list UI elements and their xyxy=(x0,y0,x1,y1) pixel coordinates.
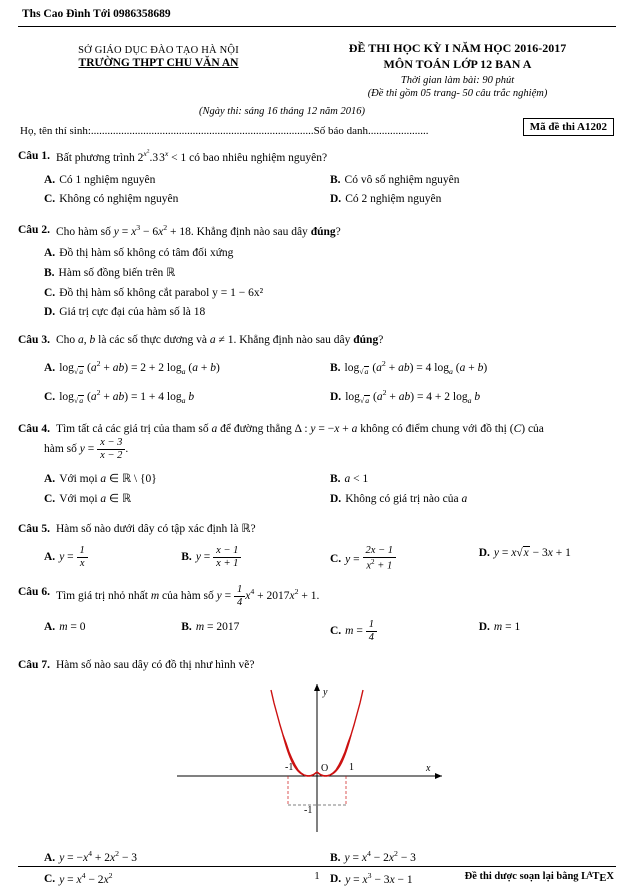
exam-subject: MÔN TOÁN LỚP 12 BAN A xyxy=(383,57,532,71)
question-7 xyxy=(18,657,616,891)
option-b[interactable]: B. $y = x^4 - 2x^2 - 3$ xyxy=(330,849,416,864)
option-c[interactable]: C. Với mọi a ∈ ℝ xyxy=(44,492,132,505)
question-3-text: Cho a, b là các số thực dương và a ≠ 1. Khẳng định nào sau dây đúng? xyxy=(55,334,384,347)
question-3-label: Câu 3. xyxy=(18,334,50,347)
question-6 xyxy=(18,584,616,644)
question-5-text: Hàm số nào dưới dây có tập xác định là ℝ? xyxy=(55,523,256,536)
option-a[interactable]: A. m = 0 xyxy=(44,620,86,633)
option-d[interactable]: D. $\log_{√a} (a^2 + ab) = 4 + 2$ $\log_a b$ xyxy=(330,388,481,406)
page-number: 1 xyxy=(314,871,320,882)
option-c[interactable]: C. Không có nghiệm nguyên xyxy=(44,193,179,206)
question-4-text-cont: hàm số y = $\frac{x - 3}{x - 2}$ . xyxy=(44,437,129,462)
exam-note: (Đề thi gồm 05 trang- 50 câu trắc nghiệm) xyxy=(367,88,548,99)
option-d[interactable]: D. $y = x^3 - 3x - 1$ xyxy=(330,870,413,886)
origin-label: O xyxy=(321,763,329,775)
option-a[interactable]: A. $\log_{√a} (a^2 + ab) = 2 + 2$ $\log_a (a + b)$ xyxy=(44,358,220,376)
tick-label-1: 1 xyxy=(349,762,354,774)
option-c[interactable]: C. Đồ thị hàm số không cắt parabol y = 1 − 6x² xyxy=(44,286,264,299)
option-c[interactable]: C. y = $\frac{2x - 1}{x^2 + 1}$ xyxy=(330,545,479,573)
question-4-options xyxy=(18,471,616,510)
question-2-text: Cho hàm số $y = x^3 - 6x^2 + 18$. Khẳng định nào sau dây đúng? xyxy=(55,222,341,238)
option-d[interactable]: D. Giá trị cực đại của hàm số là 18 xyxy=(44,306,206,319)
option-a[interactable]: A. Có 1 nghiệm nguyên xyxy=(44,173,156,186)
tick-label-minus-1-y: -1 xyxy=(304,805,313,817)
option-d[interactable]: D. Có 2 nghiệm nguyên xyxy=(330,193,442,206)
question-1-text: Bất phương trình $2^{x^2}.3$ $3^x < 1$ có bao nhiêu nghiệm nguyên? xyxy=(55,148,328,164)
option-a[interactable]: A. Với mọi a ∈ ℝ \ {0} xyxy=(44,472,157,485)
option-b[interactable]: B. m = 2017 xyxy=(181,620,240,633)
page-footer xyxy=(18,866,616,885)
exam-code-box: Mã đề thi A1202 xyxy=(523,118,614,136)
school-block xyxy=(18,41,299,99)
exam-duration: Thời gian làm bài: 90 phút xyxy=(400,75,515,86)
x-axis-label: x xyxy=(426,763,431,775)
question-2-options xyxy=(18,245,616,321)
department-line: SỞ GIÁO DỤC ĐÀO TẠO HÀ NỘI xyxy=(78,45,239,56)
option-c[interactable]: C. m = $\frac{1}{4}$ xyxy=(330,619,479,645)
question-6-label: Câu 6. xyxy=(18,586,50,599)
question-7-graph xyxy=(18,680,616,842)
option-b[interactable]: B. Hàm số đồng biến trên ℝ xyxy=(44,267,176,280)
candidate-info-line: Họ, tên thí sinh:.................................................................................Số báo danh...................... xyxy=(20,125,429,137)
question-6-options xyxy=(18,619,616,645)
exam-title: ĐỀ THI HỌC KỲ I NĂM HỌC 2016-2017 xyxy=(348,41,567,55)
y-axis-label: y xyxy=(323,687,328,699)
option-a[interactable]: A. y = $\frac{1}{x}$ xyxy=(44,545,181,573)
tick-label-minus-1: -1 xyxy=(285,762,294,774)
option-b[interactable]: B. Có vô số nghiệm nguyên xyxy=(330,173,460,186)
option-b[interactable]: B. a < 1 xyxy=(330,472,369,485)
school-name: TRƯỜNG THPT CHU VĂN AN xyxy=(78,57,239,69)
option-b[interactable]: B. $\log_{√a} (a^2 + ab) = 4$ $\log_a (a + b)$ xyxy=(330,358,488,376)
option-a[interactable]: A. $y = -x^4 + 2x^2 - 3$ xyxy=(44,849,138,864)
y-axis-arrow xyxy=(314,684,320,691)
function-graph xyxy=(167,680,467,842)
question-4-label: Câu 4. xyxy=(18,422,50,435)
exam-title-block xyxy=(299,41,616,99)
question-6-text: Tìm giá trị nhỏ nhất m của hàm số y = $\frac{1}{4}$ $x^4 + 2017x^2 + 1$. xyxy=(55,584,320,609)
question-3-options xyxy=(18,354,616,410)
footer-note: Đề thi dược soạn lại bằng $L^ATEX$ xyxy=(464,869,614,885)
option-b[interactable]: B. y = $\frac{x - 1}{x + 1}$ xyxy=(181,545,330,573)
question-1 xyxy=(18,148,616,211)
question-5-options xyxy=(18,545,616,573)
option-a[interactable]: A. Đồ thị hàm số không có tâm đối xứng xyxy=(44,247,234,260)
question-4 xyxy=(18,421,616,511)
latex-logo: $L^ATEX$ xyxy=(581,869,614,885)
question-5-label: Câu 5. xyxy=(18,523,50,536)
question-7-label: Câu 7. xyxy=(18,659,50,672)
option-c[interactable]: C. $y = x^4 - 2x^2$ xyxy=(44,870,113,886)
option-d[interactable]: D. Không có giá trị nào của a xyxy=(330,492,468,505)
question-7-text: Hàm số nào sau dây có đồ thị như hình vẽ? xyxy=(55,659,255,672)
option-d[interactable]: D. y = x√x − 3x + 1 xyxy=(478,546,571,559)
question-1-label: Câu 1. xyxy=(18,150,50,162)
question-3 xyxy=(18,332,616,410)
option-d[interactable]: D. m = 1 xyxy=(478,620,521,633)
document-header xyxy=(18,41,616,99)
question-5 xyxy=(18,521,616,573)
question-2-label: Câu 2. xyxy=(18,223,50,236)
option-c[interactable]: C. $\log_{√a} (a^2 + ab) = 1 + 4$ $\log_a b$ xyxy=(44,388,195,406)
author-header: Ths Cao Đình Tới 0986358689 xyxy=(22,8,171,20)
question-4-text: Tìm tất cả các giá trị của tham số a để đường thẳng Δ : y = −x + a không có điểm chung với đồ thị (C) của xyxy=(55,422,544,435)
exam-date: (Ngày thi: sáng 16 tháng 12 năm 2016) xyxy=(199,106,365,117)
question-2 xyxy=(18,222,616,321)
x-axis-arrow xyxy=(435,773,442,779)
top-divider xyxy=(18,26,616,27)
question-1-options xyxy=(18,172,616,211)
